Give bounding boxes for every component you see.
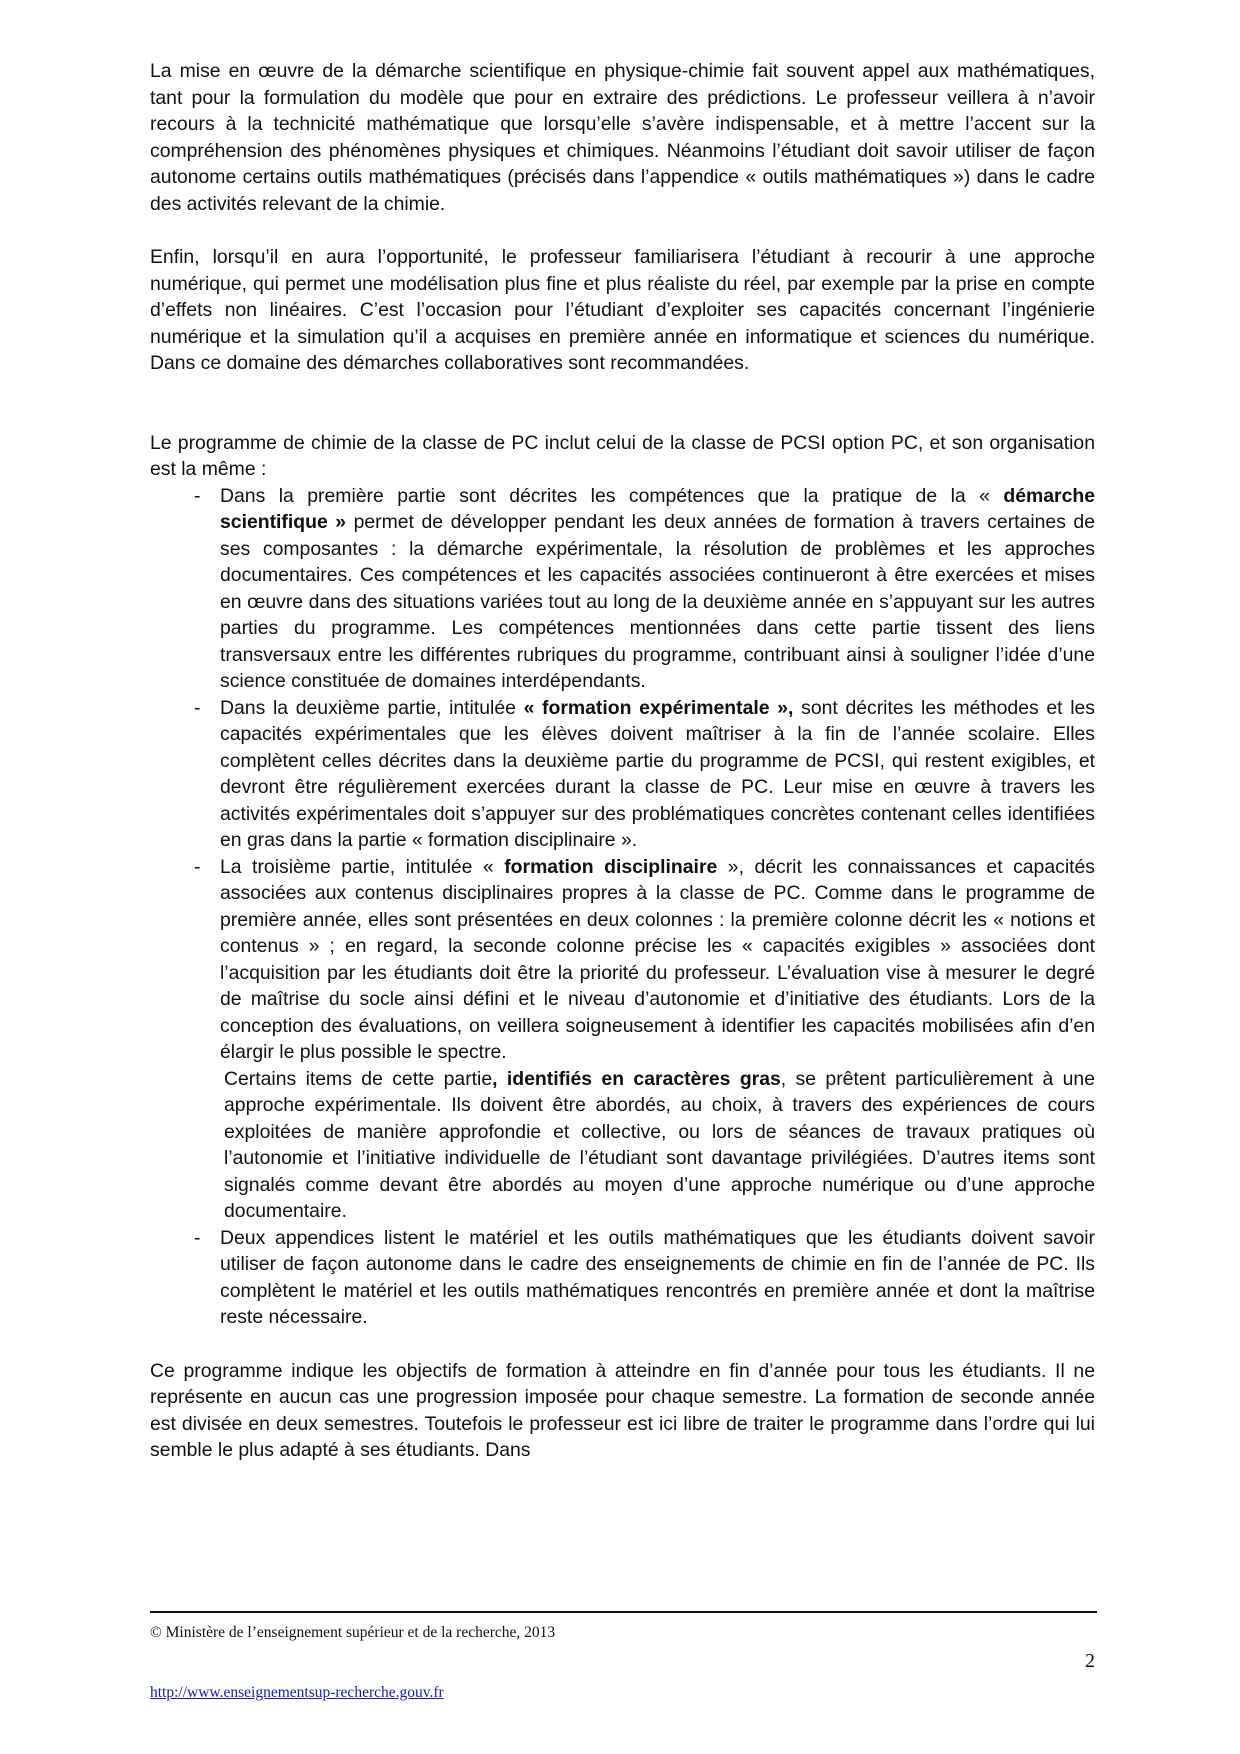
list-bullet: - xyxy=(194,1226,201,1249)
paragraph-math-tools: La mise en œuvre de la démarche scientifique en physique-chimie fait souvent appel aux mathématiques, tant pour la formulation du modèle que pour en extraire des prédictions. Le professeur veillera à n’avoir recours à la technicité mathématique que lorsqu’elle s’avère indispensable, et à mettre l’accent sur la compréhension des phénomènes physiques et chimiques. Néanmoins l’étudiant doit savoir utiliser de façon autonome certains outils mathématiques (précisés dans l’appendice « outils mathématiques ») dans le cadre des activités relevant de la chimie. xyxy=(150,60,1095,215)
footer-website-link[interactable]: http://www.enseignementsup-recherche.gouv.fr xyxy=(150,1684,444,1701)
sub-text-after: , se prêtent particulièrement à une approche expérimentale. Ils doivent être abordés, au choix, à travers des expériences de cours exploitées de manière approfondie et collective, ou lors de séances de travaux pratiques où l’autonomie et l’initiative individuelle de l’étudiant sont davantage privilégiées. D’autres items sont signalés comme devant être abordés au moyen d’une approche numérique ou d’une approche documentaire. xyxy=(224,1067,1095,1222)
item-bold-term: formation disciplinaire xyxy=(504,855,718,878)
list-bullet: - xyxy=(194,855,201,878)
footer-copyright: © Ministère de l’enseignement supérieur et de la recherche, 2013 xyxy=(150,1624,556,1641)
list-item-appendices xyxy=(150,1225,1095,1331)
item-text-after: », décrit les connaissances et capacités associées aux contenus disciplinaires propres à la classe de PC. Comme dans le programme de première année, elles sont présentées en deux colonnes : la première colonne décrit les « notions et contenus » ; en regard, la seconde colonne précise les « capacités exigibles » associées dont l’acquisition par les étudiants doit être la priorité du professeur. L’évaluation vise à mesurer le degré de maîtrise du socle ainsi défini et le niveau d’autonomie et d’initiative des étudiants. Lors de la conception des évaluations, on veillera soigneusement à identifier les capacités mobilisées afin d’en élargir le plus possible le spectre. xyxy=(220,855,1095,1063)
sub-text-before: Certains items de cette partie xyxy=(224,1067,493,1090)
sub-bold-term: , identifiés en caractères gras xyxy=(492,1067,781,1090)
item-text-after: permet de développer pendant les deux années de formation à travers certaines de ses composantes : la démarche expérimentale, la résolution de problèmes et les approches documentaires. Ces compétences et les capacités associées continueront à être exercées et mises en œuvre dans des situations variées tout au long de la deuxième année en s’appuyant sur les autres parties du programme. Les compétences mentionnées dans cette partie tissent des liens transversaux entre les différentes rubriques du programme, contribuant ainsi à souligner l’idée d’une science constituée de domaines interdépendants. xyxy=(220,511,1096,692)
paragraph-program-organisation: Le programme de chimie de la classe de PC inclut celui de la classe de PCSI option PC, et son organisation est la même : xyxy=(150,431,1095,480)
list-item-disciplinary-training xyxy=(150,854,1095,1225)
program-parts-list xyxy=(150,483,1095,1331)
item-text: Deux appendices listent le matériel et les outils mathématiques que les étudiants doivent savoir utiliser de façon autonome dans le cadre des enseignements de chimie en fin de l’année de PC. Ils complètent le matériel et les outils mathématiques rencontrés en première année et dont la maîtrise reste nécessaire. xyxy=(220,1226,1095,1328)
list-item-scientific-approach xyxy=(150,483,1095,695)
page-number: 2 xyxy=(1085,1650,1095,1672)
item-text-after: sont décrites les méthodes et les capacités expérimentales que les élèves doivent maîtriser à la fin de l’année scolaire. Elles complètent celles décrites dans la deuxième partie du programme de PCSI, qui restent exigibles, et devront être régulièrement exercées durant la classe de PC. Leur mise en œuvre à travers les activités expérimentales doit s’appuyer sur des problématiques concrètes contenant celles identifiées en gras dans la partie « formation disciplinaire ». xyxy=(220,696,1095,851)
item-bold-term: démarche scientifique » xyxy=(220,484,1096,533)
list-item-experimental-training xyxy=(150,695,1095,854)
item-text-before: Dans la première partie sont décrites les compétences que la pratique de la « xyxy=(220,484,990,507)
list-bullet: - xyxy=(194,696,201,719)
paragraph-numerical-approach: Enfin, lorsqu’il en aura l’opportunité, le professeur familiarisera l’étudiant à recourir à une approche numérique, qui permet une modélisation plus fine et plus réaliste du réel, par exemple par la prise en compte d’effets non linéaires. C’est l’occasion pour l’étudiant d’exploiter ses capacités concernant l’ingénierie numérique et la simulation qu’il a acquises en première année en informatique et sciences du numérique. Dans ce domaine des démarches collaboratives sont recommandées. xyxy=(150,246,1095,374)
item-text-before: Dans la deuxième partie, intitulée xyxy=(220,696,516,719)
document-body xyxy=(150,58,1095,1464)
list-bullet: - xyxy=(194,484,201,507)
footer-divider xyxy=(150,1611,1097,1613)
paragraph-objectives: Ce programme indique les objectifs de formation à atteindre en fin d’année pour tous les étudiants. Il ne représente en aucun cas une progression imposée pour chaque semestre. La formation de seconde année est divisée en deux semestres. Toutefois le professeur est ici libre de traiter le programme dans l’ordre qui lui semble le plus adapté à ses étudiants. Dans xyxy=(150,1359,1095,1461)
item-text-before: La troisième partie, intitulée « xyxy=(220,855,494,878)
item-bold-term: « formation expérimentale », xyxy=(523,696,794,719)
